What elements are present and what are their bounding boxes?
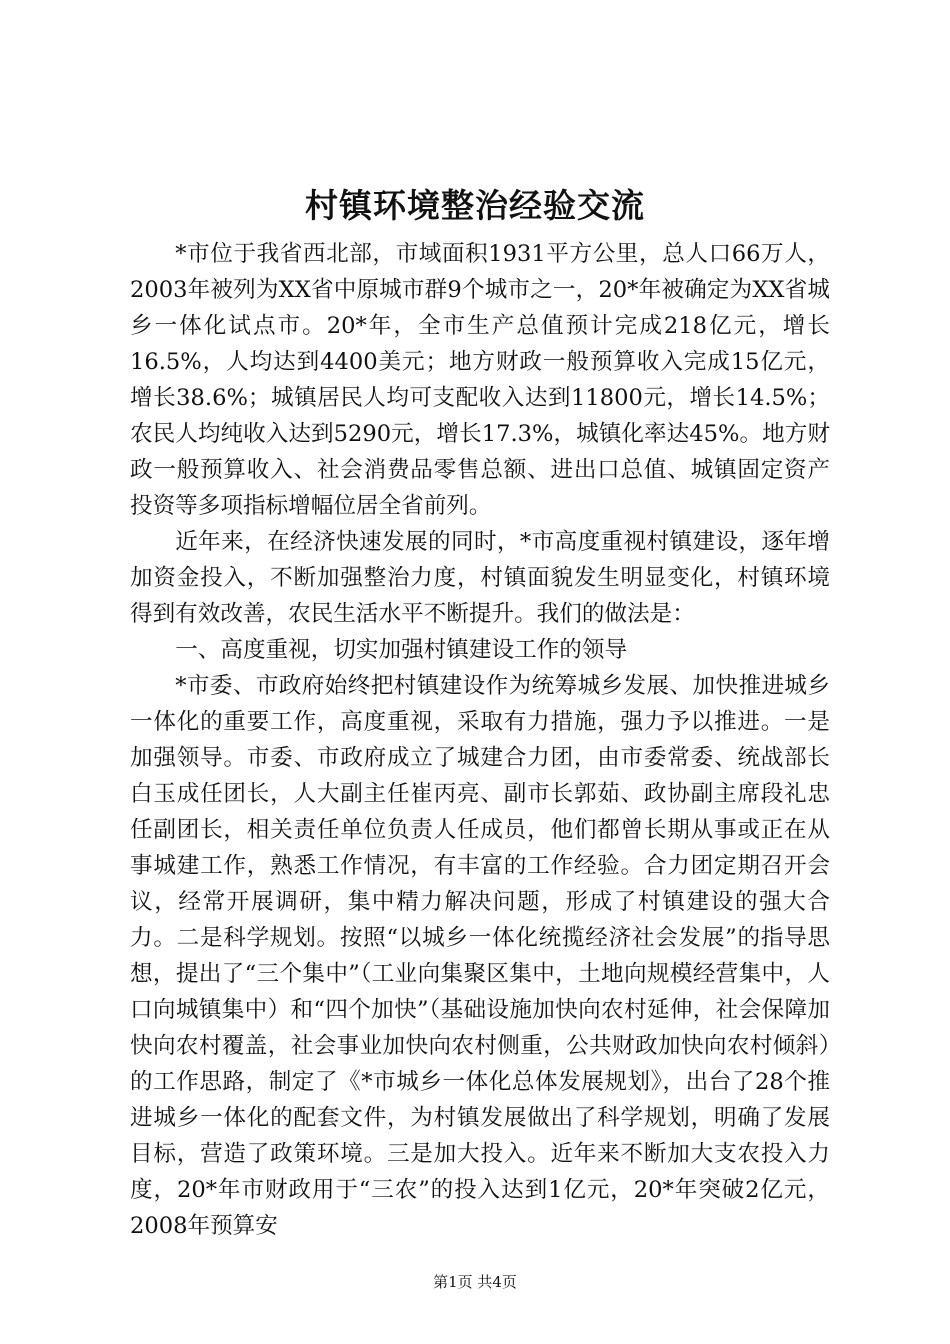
paragraph-section-1: *市委、市政府始终把村镇建设作为统筹城乡发展、加快推进城乡一体化的重要工作，高度重视，采取有力措施，强力予以推进。一是加强领导。市委、市政府成立了城建合力团，由市委常委、统战部长白玉成任团长，人大副主任崔丙亮、副市长郭茹、政协副主席段礼忠任副团长，相关责任单位负责人任成员，他们都曾长期从事或正在从事城建工作，熟悉工作情况，有丰富的工作经验。合力团定期召开会议，经常开展调研，集中精力解决问题，形成了村镇建设的强大合力。二是科学规划。按照“以城乡一体化统揽经济社会发展”的指导思想，提出了“三个集中”（工业向集聚区集中，土地向规模经营集中，人口向城镇集中）和“四个加快”（基础设施加快向农村延伸，社会保障加快向农村覆盖，社会事业加快向农村侧重，公共财政加快向农村倾斜）的工作思路，制定了《*市城乡一体化总体发展规划》，出台了28个推进城乡一体化的配套文件，为村镇发展做出了科学规划，明确了发展目标，营造了政策环境。三是加大投入。近年来不断加大支农投入力度，20*年市财政用于“三农”的投入达到1亿元，20*年突破2亿元，2008年预算安 <box>130 673 830 1239</box>
page-footer: 第1页 共4页 <box>433 1273 517 1291</box>
section-heading-1: 一、高度重视，切实加强村镇建设工作的领导 <box>175 637 628 663</box>
paragraph-intro: 近年来，在经济快速发展的同时，*市高度重视村镇建设，逐年增加资金投入，不断加强整治力度，村镇面貌发生明显变化，村镇环境得到有效改善，农民生活水平不断提升。我们的做法是： <box>130 529 830 627</box>
paragraph-overview: *市位于我省西北部，市域面积1931平方公里，总人口66万人，2003年被列为XX省中原城市群9个城市之一，20*年被确定为XX省城乡一体化试点市。20*年，全市生产总值预计完成218亿元，增长16.5%，人均达到4400美元；地方财政一般预算收入完成15亿元，增长38.6%；城镇居民人均可支配收入达到11800元，增长14.5%；农民人均纯收入达到5290元，增长17.3%，城镇化率达45%。地方财政一般预算收入、社会消费品零售总额、进出口总值、城镇固定资产投资等多项指标增幅位居全省前列。 <box>130 241 830 519</box>
document-body <box>130 236 830 1244</box>
document-title: 村镇环境整治经验交流 <box>305 186 645 225</box>
